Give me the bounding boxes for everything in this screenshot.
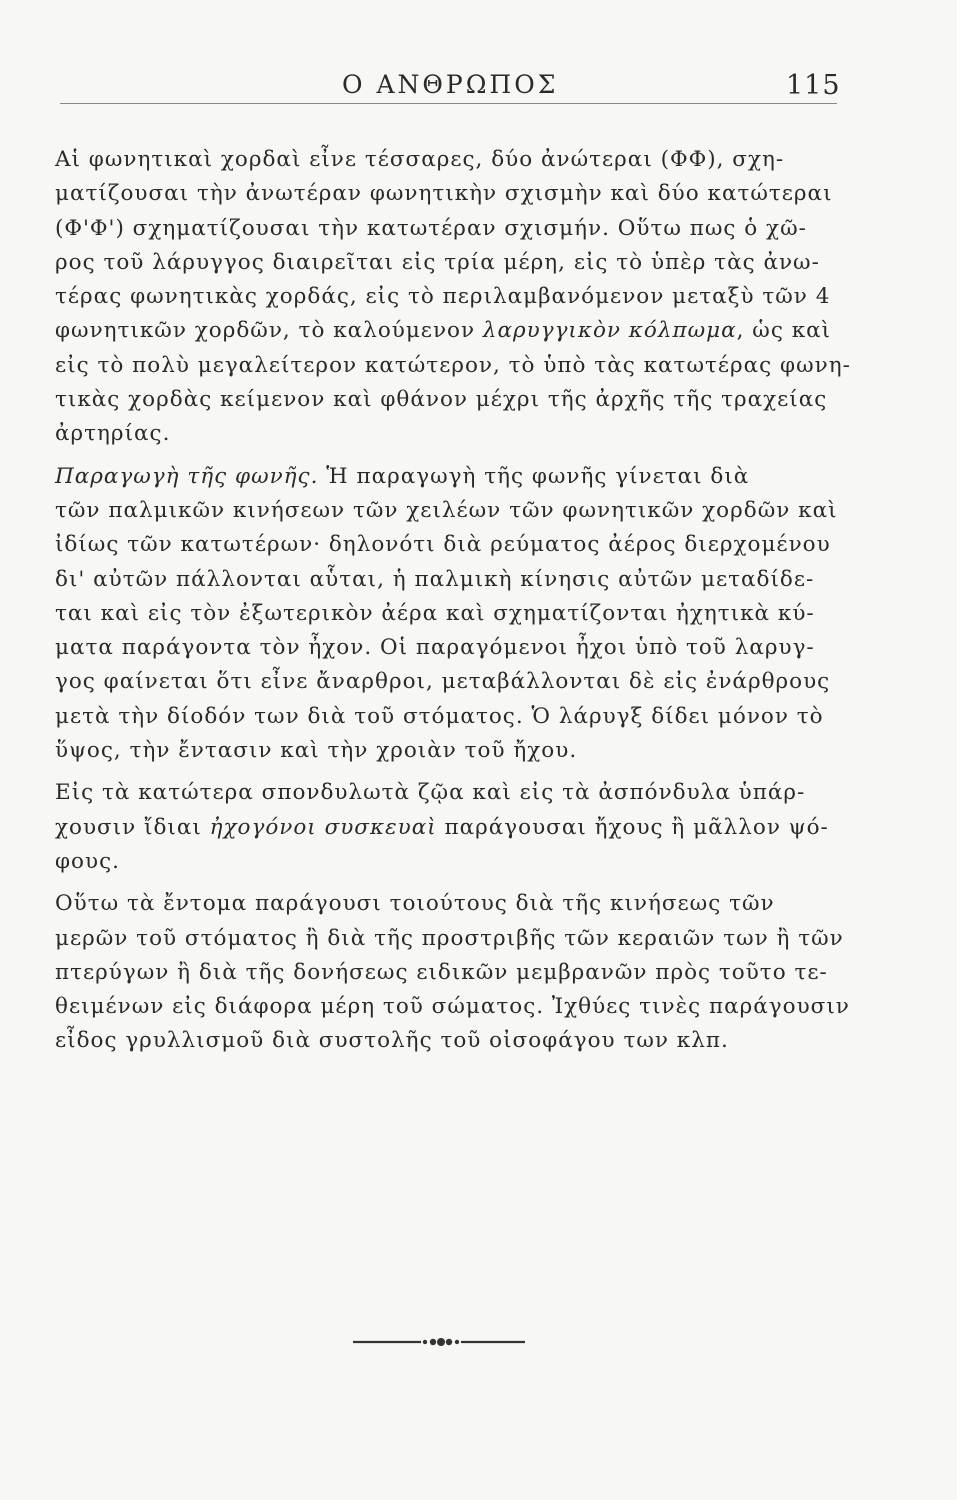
italic-term: ἠχογόνοι συσκευαὶ [209, 814, 437, 840]
text-line: εἰς τὸ πολὺ μεγαλείτερον κατώτερον, τὸ ὑπὸ τὰς κατωτέρας φωνη- [55, 352, 851, 378]
text-line: ἀρτηρίας. [55, 421, 171, 447]
text-line: μετὰ τὴν δίοδόν των διὰ τοῦ στόματος. Ὁ λάρυγξ δίδει μόνον τὸ [55, 703, 824, 729]
text-line: Εἰς τὰ κατώτερα σπονδυλωτὰ ζῷα καὶ εἰς τὰ ἀσπόνδυλα ὑπάρ- [55, 780, 806, 806]
end-ornament [351, 1336, 527, 1348]
paragraph [55, 776, 839, 879]
text-line: εἶδος γρυλλισμοῦ διὰ συστολῆς τοῦ οἰσοφάγου των κλπ. [55, 1028, 729, 1054]
text-line: μερῶν τοῦ στόματος ἢ διὰ τῆς προστριβῆς τῶν κεραιῶν των ἢ τῶν [55, 925, 844, 951]
page-number: 115 [786, 70, 841, 101]
paragraph-gap [55, 452, 839, 460]
text-line: ματα παράγοντα τὸν ἦχον. Οἱ παραγόμενοι ἦχοι ὑπὸ τοῦ λαρυγ- [55, 635, 815, 661]
paragraph [55, 143, 851, 452]
body-text [55, 143, 851, 1059]
text-line: τέρας φωνητικὰς χορδάς, εἰς τὸ περιλαμβανόμενον μεταξὺ τῶν 4 [55, 284, 831, 310]
header-rule [60, 103, 837, 104]
text-line: ται καὶ εἰς τὸν ἐξωτερικὸν ἀέρα καὶ σχηματίζονται ἠχητικὰ κύ- [55, 600, 815, 626]
italic-term: Παραγωγὴ τῆς φωνῆς. [55, 463, 319, 489]
text-line: γος φαίνεται ὅτι εἶνε ἄναρθροι, μεταβάλλονται δὲ εἰς ἐνάρθρους [55, 669, 831, 695]
page-header [0, 70, 957, 110]
text-line: (Φ'Φ') σχηματίζουσαι τὴν κατωτέραν σχισμήν. Οὕτω πως ὁ χῶ- [55, 215, 807, 241]
text-line: Αἱ φωνητικαὶ χορδαὶ εἶνε τέσσαρες, δύο ἀνώτεραι (ΦΦ), σχη- [55, 147, 785, 172]
text-line: Παραγωγὴ τῆς φωνῆς. Ἡ παραγωγὴ τῆς φωνῆς γίνεται διὰ [55, 463, 750, 489]
text-line: δι' αὐτῶν πάλλονται αὗται, ἡ παλμικὴ κίνησις αὐτῶν μεταδίδε- [55, 566, 815, 592]
text-line: χουσιν ἴδιαι ἠχογόνοι συσκευαὶ παράγουσαι ἤχους ἢ μᾶλλον ψό- [55, 814, 829, 840]
text-line: ὕψος, τὴν ἔντασιν καὶ τὴν χροιὰν τοῦ ἤχου. [55, 738, 578, 764]
paragraph-gap [55, 768, 839, 776]
text-line: φωνητικῶν χορδῶν, τὸ καλούμενον λαρυγγικὸν κόλπωμα, ὡς καὶ [55, 318, 832, 344]
text-line: θειμένων εἰς διάφορα μέρη τοῦ σώματος. Ἰχθύες τινὲς παράγουσιν [55, 994, 850, 1020]
text-line: πτερύγων ἢ διὰ τῆς δονήσεως ειδικῶν μεμβρανῶν πρὸς τοῦτο τε- [55, 959, 828, 985]
text-line: ρος τοῦ λάρυγγος διαιρεῖται εἰς τρία μέρη, εἰς τὸ ὑπὲρ τὰς ἀνω- [55, 249, 820, 275]
paragraph-gap [55, 879, 839, 887]
paragraph [55, 460, 839, 769]
running-title: Ο ΑΝΘΡΩΠΟΣ [342, 70, 559, 99]
text-line: ματίζουσαι τὴν ἀνωτέραν φωνητικὴν σχισμὴν καὶ δύο κατώτεραι [55, 181, 833, 207]
text-line: τῶν παλμικῶν κινήσεων τῶν χειλέων τῶν φωνητικῶν χορδῶν καὶ [55, 497, 838, 523]
paragraph [55, 887, 850, 1058]
text-line: ἰδίως τῶν κατωτέρων· δηλονότι διὰ ρεύματος ἀέρος διερχομένου [55, 532, 831, 558]
italic-term: λαρυγγικὸν κόλπωμα [482, 318, 737, 344]
text-line: φους. [55, 848, 120, 874]
text-line: τικὰς χορδὰς κείμενον καὶ φθάνον μέχρι τῆς ἀρχῆς τῆς τραχείας [55, 387, 828, 413]
text-line: Οὕτω τὰ ἔντομα παράγουσι τοιούτους διὰ τῆς κινήσεως τῶν [55, 891, 775, 917]
